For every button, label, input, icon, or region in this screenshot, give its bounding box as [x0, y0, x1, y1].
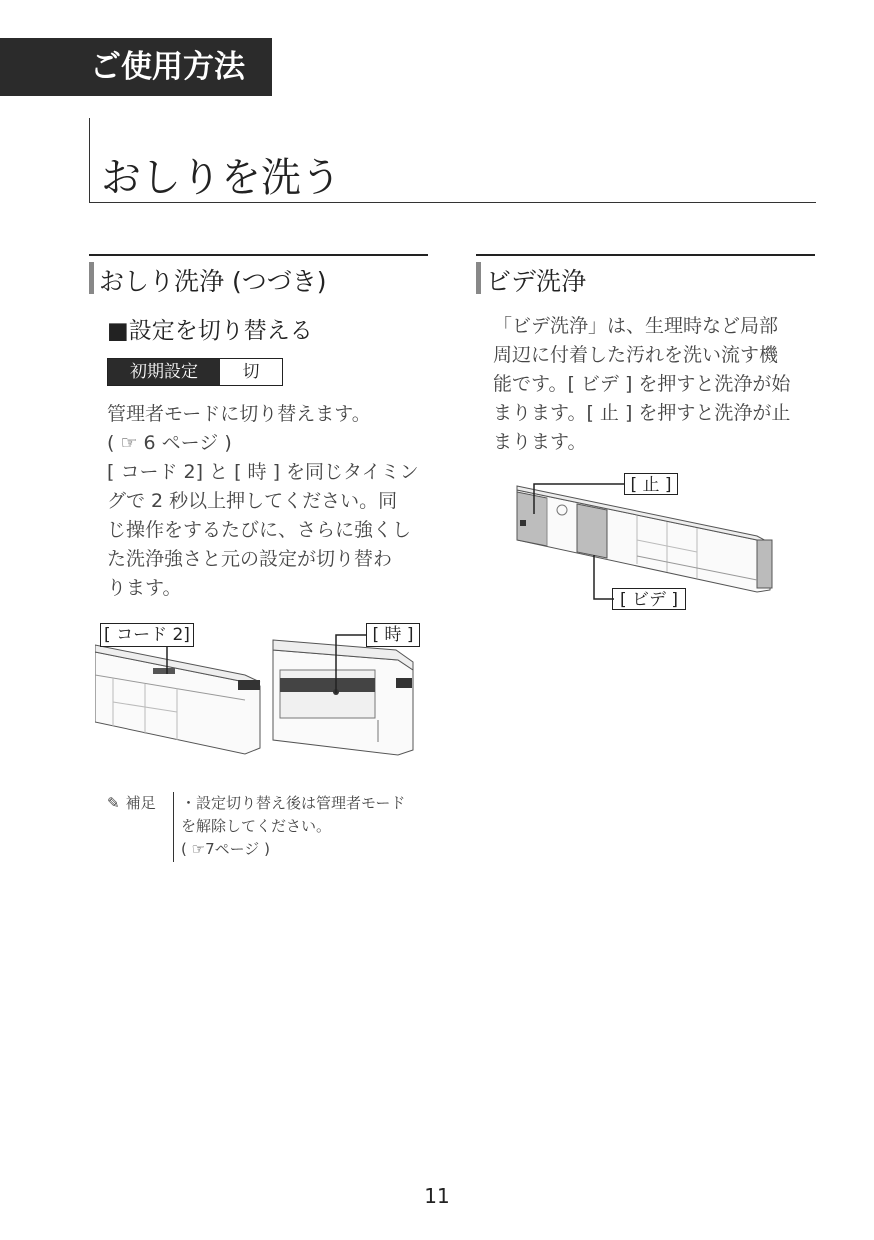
- body-line: 管理者モードに切り替えます。: [107, 403, 371, 425]
- note-label-text: 補足: [125, 794, 156, 812]
- section-bar: [89, 262, 94, 294]
- body-line: 「ビデ洗浄」は、生理時など局部: [493, 315, 779, 337]
- callout-stop: [ 止 ]: [624, 473, 678, 495]
- initial-setting-box: [107, 358, 283, 386]
- initial-setting-label: 初期設定: [108, 359, 220, 385]
- body-line: た洗浄強さと元の設定が切り替わ: [107, 548, 393, 570]
- body-line: [ コード 2] と [ 時 ] を同じタイミン: [107, 461, 419, 483]
- note-lines: [181, 792, 405, 861]
- body-line: まります。[ 止 ] を押すと洗浄が止: [493, 402, 791, 424]
- body-line: 周辺に付着した汚れを洗い流す機: [493, 344, 779, 366]
- pencil-icon: ✎: [107, 794, 120, 812]
- note-divider: [173, 792, 174, 862]
- right-body-text: [493, 312, 790, 457]
- section-heading-bidet: [476, 254, 815, 296]
- initial-setting-value: 切: [242, 362, 260, 382]
- body-line: じ操作をするたびに、さらに強くし: [107, 519, 412, 541]
- callout-leader-bidet: [588, 555, 618, 605]
- section-heading-oshiri: [89, 254, 428, 296]
- callout-bidet: [ ビデ ]: [612, 588, 686, 610]
- note-line: を解除してください。: [181, 817, 332, 835]
- body-line: まります。: [493, 431, 587, 453]
- section-heading-text: ビデ洗浄: [486, 267, 587, 296]
- section-bar: [476, 262, 481, 294]
- chapter-tab: ご使用方法: [0, 38, 272, 96]
- note-line: ・設定切り替え後は管理者モード: [181, 794, 406, 812]
- subheading-switch-setting: ■設定を切り替える: [107, 318, 313, 344]
- callout-time: [ 時 ]: [366, 623, 420, 647]
- callout-leader-code2: [160, 646, 174, 676]
- note-line: ( ☞7ページ ): [181, 840, 270, 858]
- page-title-frame: [89, 118, 816, 203]
- left-body-text: [107, 400, 419, 603]
- body-line: ( ☞ 6 ページ ): [107, 432, 232, 454]
- note-label: [107, 792, 156, 813]
- page-number: 11: [424, 1184, 450, 1208]
- body-line: 能です。[ ビデ ] を押すと洗浄が始: [493, 373, 791, 395]
- callout-leader-stop: [528, 478, 628, 518]
- body-line: ります。: [107, 577, 182, 599]
- callout-code2: [ コード 2]: [100, 623, 194, 647]
- body-line: グで 2 秒以上押してください。同: [107, 490, 398, 512]
- callout-leader-time: [330, 633, 370, 695]
- section-heading-text: おしり洗浄 (つづき): [99, 267, 327, 296]
- page-title: おしりを洗う: [101, 155, 341, 201]
